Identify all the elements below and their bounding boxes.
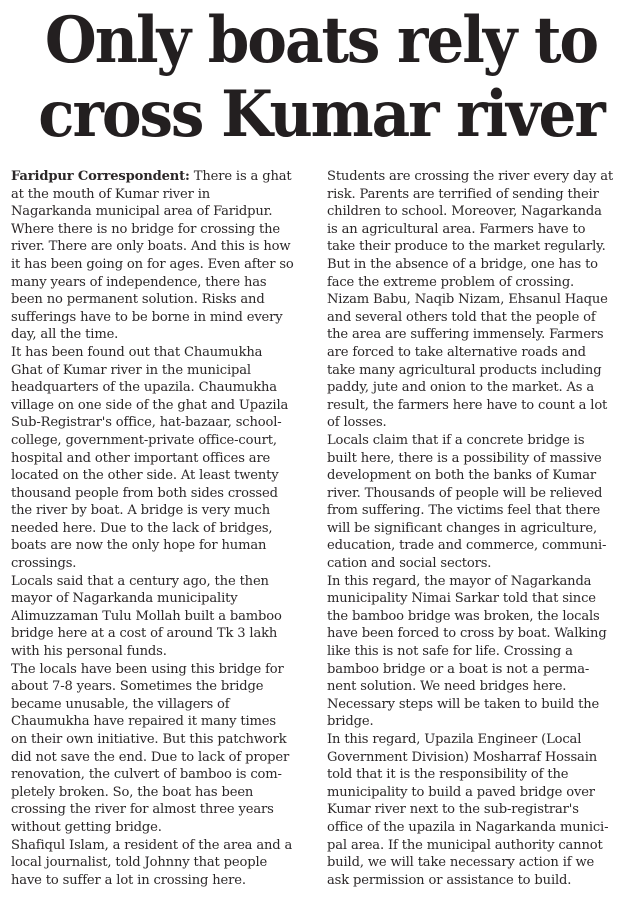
text-line: thousand people from both sides crossed [11, 485, 278, 501]
text-line: have been forced to cross by boat. Walking [327, 626, 607, 642]
text-line: needed here. Due to the lack of bridges, [11, 520, 273, 536]
text-line: crossing the river for almost three years [11, 802, 274, 818]
text-line: But in the absence of a bridge, one has to [327, 256, 598, 272]
text-line: bridge here at a cost of around Tk 3 lakh [11, 626, 278, 642]
text-line: crossings. [11, 556, 77, 572]
text-line: Locals said that a century ago, the then [11, 573, 269, 589]
text-line: with his personal funds. [11, 644, 167, 660]
text-line: risk. Parents are terrified of sending their [327, 186, 599, 202]
text-line: pletely broken. So, the boat has been [11, 784, 254, 800]
text-line: hospital and other important offices are [11, 450, 271, 466]
text-line: office of the upazila in Nagarkanda munici- [327, 819, 609, 835]
text-line: ask permission or assistance to build. [327, 872, 572, 888]
text-line: The locals have been using this bridge for [11, 661, 284, 677]
text-line: and several others told that the people of [327, 309, 596, 325]
text-line: the river by boat. A bridge is very much [11, 503, 270, 519]
text-line: Chaumukha have repaired it many times [11, 714, 276, 730]
text-line: boats are now the only hope for human [11, 538, 267, 554]
text-line: In this regard, the mayor of Nagarkanda [327, 573, 592, 589]
text-line: is an agricultural area. Farmers have to [327, 221, 586, 237]
text-line: face the extreme problem of crossing. [327, 274, 575, 290]
text-line: Where there is no bridge for crossing the [11, 221, 280, 237]
text-line: have to suffer a lot in crossing here. [11, 872, 246, 888]
text-line: Students are crossing the river every day at [327, 169, 613, 184]
text-line: headquarters of the upazila. Chaumukha [11, 380, 277, 396]
text-line: from suffering. The victims feel that there [327, 503, 601, 519]
article-paragraph [11, 168, 319, 344]
text-line: build, we will take necessary action if we [327, 855, 595, 871]
text-line: paddy, jute and onion to the market. As a [327, 380, 595, 396]
text-line: municipality Nimai Sarkar told that since [327, 591, 596, 607]
article-paragraph [327, 168, 635, 432]
text-line [11, 168, 319, 186]
text-line: local journalist, told Johnny that people [11, 855, 268, 871]
text-line: Nizam Babu, Naqib Nizam, Ehsanul Haque [327, 292, 608, 308]
article-paragraph [11, 573, 319, 661]
text-line: about 7-8 years. Sometimes the bridge [11, 679, 264, 695]
article-column-right [327, 168, 635, 889]
text-line-content: There is a ghat [189, 169, 292, 184]
text-line: Alimuzzaman Tulu Mollah built a bamboo [11, 608, 282, 624]
article-paragraph [327, 432, 635, 573]
article-paragraph [11, 661, 319, 837]
text-line: Nagarkanda municipal area of Faridpur. [11, 204, 273, 220]
headline-line: Only boats rely to [44, 3, 598, 78]
text-line: Necessary steps will be taken to build the [327, 696, 600, 712]
text-line: Government Division) Mosharraf Hossain [327, 749, 598, 765]
text-line: without getting bridge. [11, 819, 162, 835]
text-line: many years of independence, there has [11, 274, 267, 290]
text-line: Ghat of Kumar river in the municipal [11, 362, 251, 378]
text-line: In this regard, Upazila Engineer (Local [327, 732, 582, 747]
text-line: river. There are only boats. And this is how [11, 239, 291, 255]
text-line: sufferings have to be borne in mind every [11, 309, 283, 325]
text-line: pal area. If the municipal authority cannot [327, 837, 603, 853]
text-line: bridge. [327, 714, 374, 730]
text-line: take many agricultural products including [327, 362, 602, 378]
article-paragraph [11, 837, 319, 890]
text-line: nent solution. We need bridges here. [327, 679, 567, 695]
text-line: river. Thousands of people will be relieved [327, 485, 603, 501]
text-line: told that it is the responsibility of the [327, 767, 569, 783]
text-line: are forced to take alternative roads and [327, 344, 586, 360]
text-line: did not save the end. Due to lack of proper [11, 749, 290, 765]
text-line: like this is not safe for life. Crossing a [327, 644, 573, 660]
text-line: on their own initiative. But this patchwork [11, 732, 287, 747]
text-line: the area are suffering immensely. Farmers [327, 327, 604, 343]
text-line: children to school. Moreover, Nagarkanda [327, 204, 602, 220]
article-paragraph [327, 731, 635, 889]
text-line: renovation, the culvert of bamboo is com- [11, 767, 282, 783]
text-line: cation and social sectors. [327, 556, 492, 572]
text-line: Sub-Registrar's office, hat-bazaar, school- [11, 415, 282, 431]
headline-line: cross Kumar river [38, 77, 604, 152]
text-line: result, the farmers here have to count a lot [327, 397, 608, 413]
text-line: development on both the banks of Kumar [327, 468, 596, 484]
text-line: It has been found out that Chaumukha [11, 344, 263, 360]
text-line: it has been going on for ages. Even after so [11, 256, 294, 272]
text-line: been no permanent solution. Risks and [11, 292, 265, 308]
article-paragraph [11, 344, 319, 573]
text-line: village on one side of the ghat and Upazila [11, 397, 289, 413]
text-line: day, all the time. [11, 327, 119, 343]
text-line: mayor of Nagarkanda municipality [11, 591, 238, 607]
text-line: located on the other side. At least twenty [11, 468, 279, 484]
article-paragraph [327, 573, 635, 731]
text-line: bamboo bridge or a boat is not a perma- [327, 661, 590, 677]
text-line: education, trade and commerce, communi- [327, 538, 607, 554]
text-line: will be significant changes in agriculture, [327, 520, 597, 536]
text-line: take their produce to the market regularly. [327, 239, 606, 255]
text-line: Locals claim that if a concrete bridge is [327, 432, 585, 448]
text-line: the bamboo bridge was broken, the locals [327, 608, 600, 624]
text-line: built here, there is a possibility of massive [327, 450, 602, 466]
text-line: college, government-private office-court, [11, 432, 277, 448]
text-line: of losses. [327, 415, 387, 431]
text-line: at the mouth of Kumar river in [11, 186, 211, 202]
article-column-left [11, 168, 319, 889]
text-line: Shafiqul Islam, a resident of the area and a [11, 837, 293, 853]
byline: Faridpur Correspondent: [11, 169, 190, 184]
headline [22, 4, 619, 152]
text-line: became unusable, the villagers of [11, 696, 230, 712]
text-line: municipality to build a paved bridge over [327, 784, 595, 800]
text-line: Kumar river next to the sub-registrar's [327, 802, 579, 818]
